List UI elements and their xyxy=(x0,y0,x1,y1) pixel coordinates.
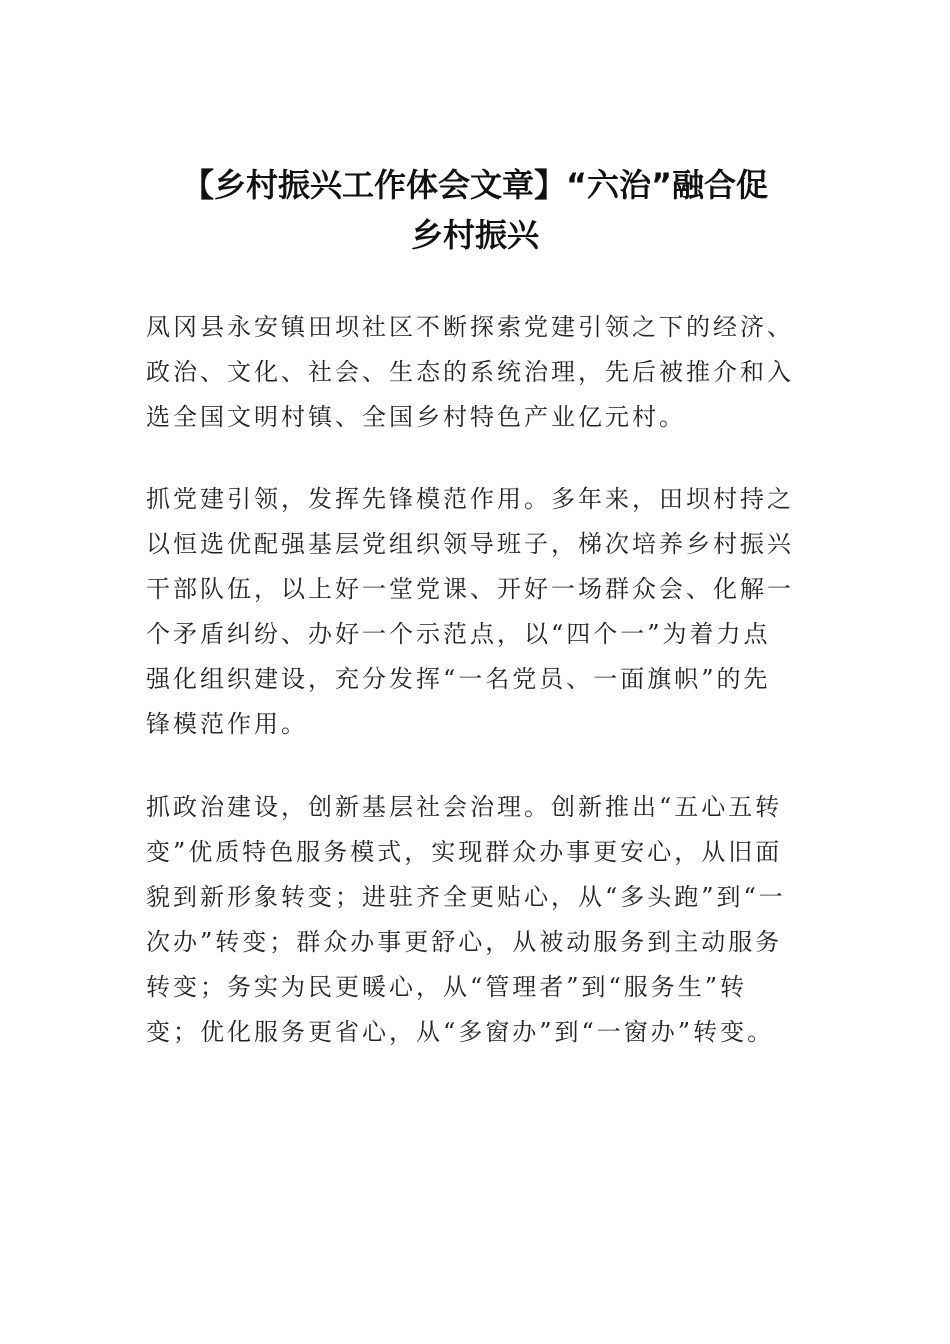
paragraph-line: 政治、文化、社会、生态的系统治理，先后被推介和入 xyxy=(146,358,794,386)
paragraph-line: 抓党建引领，发挥先锋模范作用。多年来，田坝村持之 xyxy=(146,485,794,513)
paragraph-line: 个矛盾纠纷、办好一个示范点，以“四个一”为着力点 xyxy=(146,620,771,648)
paragraph-intro xyxy=(146,305,810,440)
paragraph-line: 抓政治建设，创新基层社会治理。创新推出“五心五转 xyxy=(146,793,783,821)
paragraph-political-building xyxy=(146,785,810,1055)
paragraph-party-building xyxy=(146,477,810,747)
paragraph-line: 变”优质特色服务模式，实现群众办事更安心，从旧面 xyxy=(146,838,783,866)
title-line: 乡村振兴 xyxy=(410,216,539,254)
paragraph-line: 强化组织建设，充分发挥“一名党员、一面旗帜”的先 xyxy=(146,665,771,693)
paragraph-line: 貌到新形象转变；进驻齐全更贴心，从“多头跑”到“一 xyxy=(146,883,786,911)
paragraph-line: 以恒选优配强基层党组织领导班子，梯次培养乡村振兴 xyxy=(146,530,794,558)
paragraph-line: 干部队伍，以上好一堂党课、开好一场群众会、化解一 xyxy=(146,575,794,603)
paragraph-line: 转变；务实为民更暖心，从“管理者”到“服务生”转 xyxy=(146,973,748,1001)
paragraph-line: 选全国文明村镇、全国乡村特色产业亿元村。 xyxy=(146,403,686,431)
paragraph-line: 凤冈县永安镇田坝社区不断探索党建引领之下的经济、 xyxy=(146,313,794,341)
paragraph-line: 变；优化服务更省心，从“多窗办”到“一窗办”转变。 xyxy=(146,1018,775,1046)
paragraph-line: 锋模范作用。 xyxy=(146,710,308,738)
paragraph-line: 次办”转变；群众办事更舒心，从被动服务到主动服务 xyxy=(146,928,783,956)
title-line: 【乡村振兴工作体会文章】“六治”融合促 xyxy=(181,166,769,204)
page-title xyxy=(110,160,840,260)
